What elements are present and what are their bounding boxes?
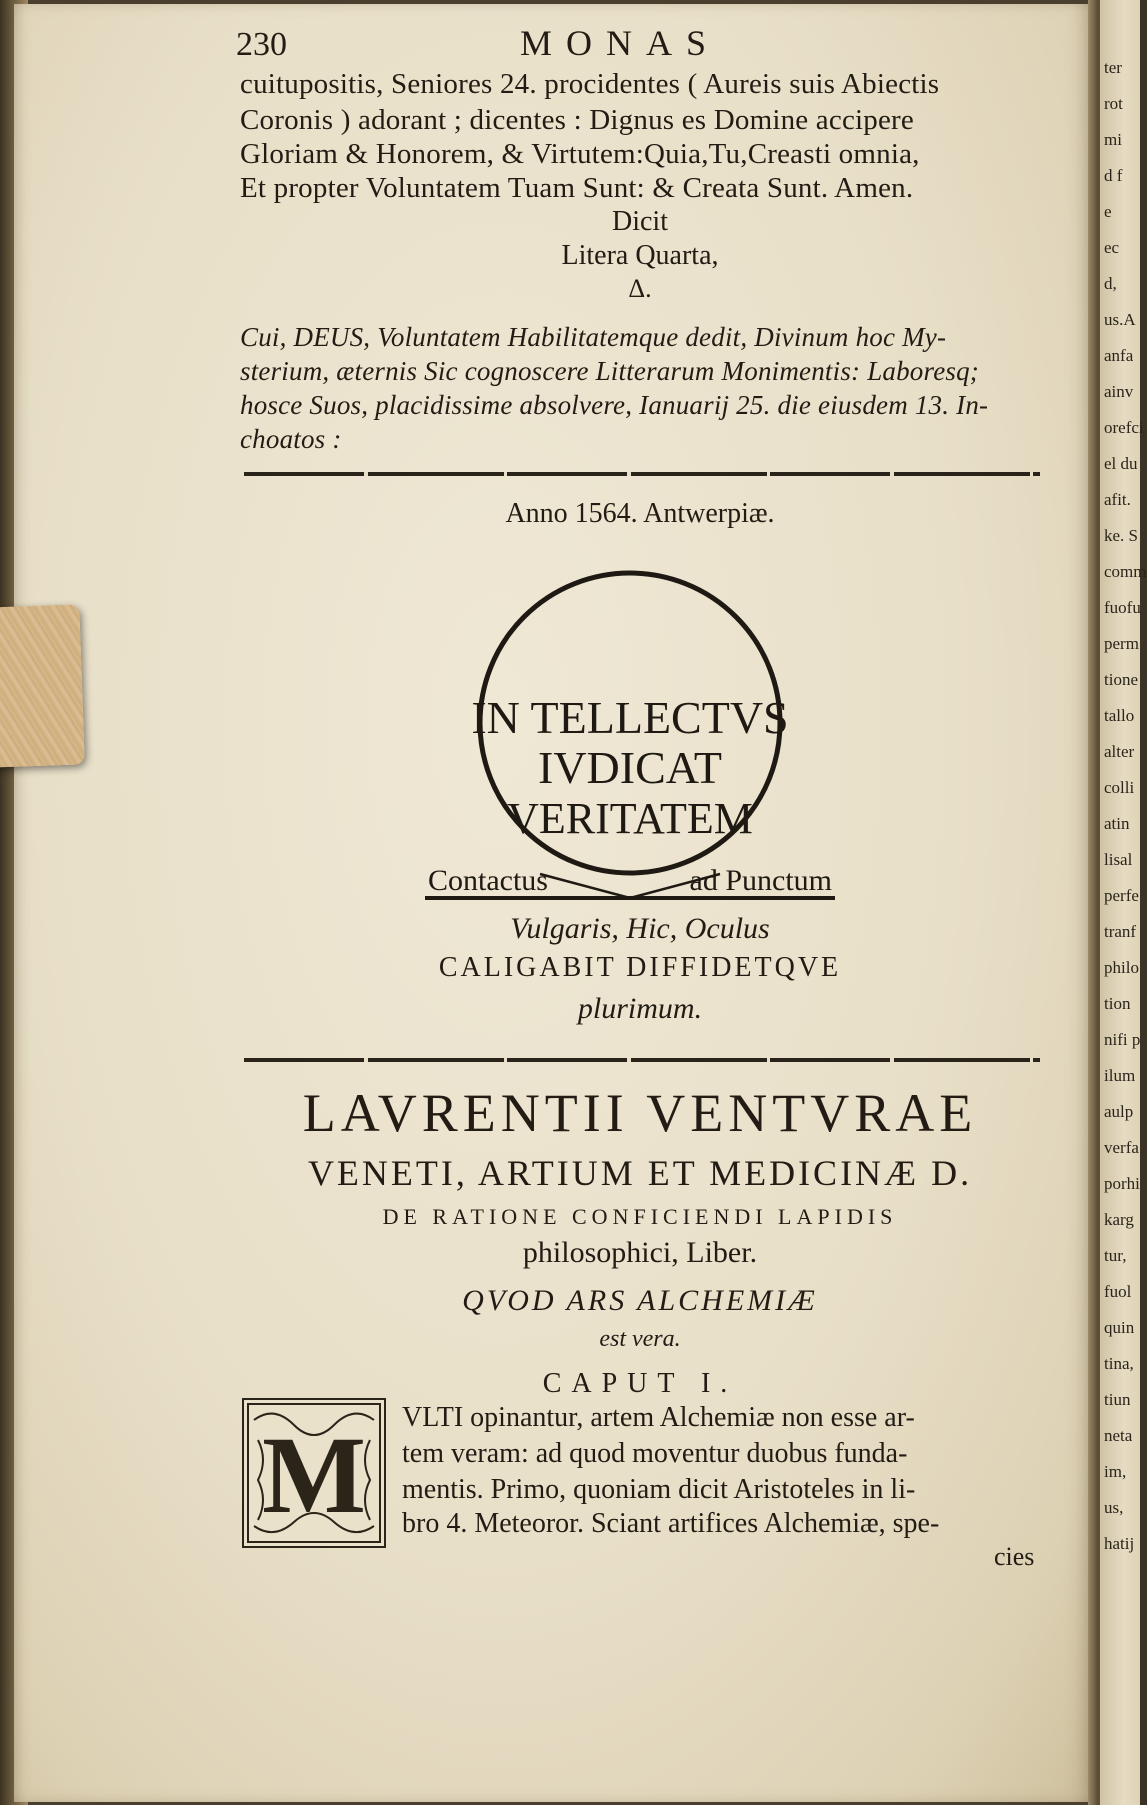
facing-page-fragment-33: tur, (1104, 1246, 1127, 1265)
emblem-tangent-left (540, 874, 630, 898)
decorated-initial (242, 1398, 386, 1548)
facing-page-fragment-26: tion (1104, 994, 1131, 1013)
chapter-line-2: tem veram: ad quod moventur duobus funda- (402, 1438, 908, 1469)
facing-page-fragment-23: perfe (1104, 886, 1139, 905)
italic-line-2: sterium, æternis Sic cognoscere Litterarum Monimentis: Laboresq; (240, 356, 979, 386)
facing-page-fragment (1100, 0, 1147, 1805)
emblem-line-1: IN TELLECTVS (471, 692, 789, 743)
facing-page-fragment-32: karg (1104, 1210, 1134, 1229)
facing-page-fragment-9: ainv (1104, 382, 1134, 401)
facing-page-fragment-12: afit. (1104, 490, 1131, 509)
facing-page-fragment-10: orefci (1104, 418, 1144, 437)
facing-page-fragment-0: ter (1104, 58, 1122, 77)
facing-page-fragment-13: ke. S (1104, 526, 1138, 545)
delta-line: Δ. (628, 274, 652, 303)
facing-page-fragment-31: porhi (1104, 1174, 1140, 1193)
facing-page-fragment-25: philo (1104, 958, 1139, 977)
facing-page-fragment-17: tione (1104, 670, 1138, 689)
facing-page-fragment-14: comm (1104, 562, 1147, 581)
facing-page-fragment-34: fuol (1104, 1282, 1132, 1301)
emblem-contact-left: Contactus (428, 864, 548, 897)
italic-line-1: Cui, DEUS, Voluntatem Habilitatemque dedit, Divinum hoc My- (240, 322, 947, 352)
litera-line: Litera Quarta, (561, 240, 719, 271)
section-title-line-4: philosophici, Liber. (522, 1236, 758, 1269)
facing-page-fragment-29: aulp (1104, 1102, 1134, 1121)
facing-page-fragment-21: atin (1104, 814, 1130, 833)
facing-page-fragment-15: fuofu (1104, 598, 1141, 617)
chapter-line-4: bro 4. Meteoror. Sciant artifices Alchemiæ, spe- (402, 1508, 940, 1539)
wooden-bookmark (0, 604, 85, 767)
facing-page-fragment-40: us, (1104, 1498, 1124, 1517)
section-title-line-1: LAVRENTII VENTVRAE (302, 1083, 978, 1143)
rule-upper (244, 472, 1040, 476)
facing-page-fragment-30: verfa (1104, 1138, 1139, 1157)
chapter-heading: CAPUT I. (542, 1368, 738, 1399)
facing-page-fragment-4: e (1104, 202, 1112, 221)
facing-page-fragment-16: perm (1104, 634, 1139, 653)
motto-line-3: plurimum. (577, 992, 703, 1025)
facing-page-fragment-8: anfa (1104, 346, 1134, 365)
emblem-seal (420, 568, 840, 908)
facing-page-fragment-39: im, (1104, 1462, 1127, 1481)
facing-page-fragment-27: nifi p (1104, 1030, 1141, 1049)
imprint-line: Anno 1564. Antwerpiæ. (505, 498, 775, 529)
section-title-line-2: VENETI, ARTIUM ET MEDICINÆ D. (307, 1153, 973, 1193)
motto-line-2: CALIGABIT DIFFIDETQVE (438, 952, 842, 983)
subtitle-line-2: est vera. (599, 1326, 681, 1352)
facing-page-fragment-5: ec (1104, 238, 1120, 257)
facing-page-fragment-37: tiun (1104, 1390, 1131, 1409)
initial-letter: M (262, 1414, 366, 1536)
facing-page-fragment-22: lisal (1104, 850, 1133, 869)
intro-line-2: Coronis ) adorant ; dicentes : Dignus es Domine accipere (240, 104, 914, 136)
motto-line-1: Vulgaris, Hic, Oculus (510, 912, 770, 945)
rule-lower (244, 1058, 1040, 1062)
emblem-contact-right: ad Punctum (689, 864, 832, 897)
chapter-line-1: VLTI opinantur, artem Alchemiæ non esse ar- (402, 1402, 915, 1433)
facing-page-fragment-11: el du (1104, 454, 1138, 473)
emblem-line-2: IVDICAT (538, 742, 722, 793)
facing-page-fragment-20: colli (1104, 778, 1135, 797)
section-title-line-3: DE RATIONE CONFICIENDI LAPIDIS (382, 1204, 898, 1229)
dicit-line: Dicit (612, 206, 668, 237)
italic-line-3: hosce Suos, placidissime absolvere, Ianuarij 25. die eiusdem 13. In- (240, 390, 989, 420)
facing-page-fragment-38: neta (1104, 1426, 1133, 1445)
catchword: cies (994, 1542, 1035, 1571)
initial-ornament (244, 1400, 384, 1546)
facing-page-fragment-28: ilum (1104, 1066, 1136, 1085)
facing-page-fragment-36: tina, (1104, 1354, 1134, 1373)
facing-page-fragment-2: mi (1104, 130, 1122, 149)
intro-line-4: Et propter Voluntatem Tuam Sunt: & Creata Sunt. Amen. (240, 172, 914, 204)
facing-page-fragment-1: rot (1104, 94, 1123, 113)
italic-line-4: choatos : (240, 424, 342, 454)
intro-line-3: Gloriam & Honorem, & Virtutem:Quia,Tu,Creasti omnia, (240, 138, 920, 170)
facing-page-fragment-35: quin (1104, 1318, 1135, 1337)
subtitle-line-1: QVOD ARS ALCHEMIÆ (462, 1284, 818, 1317)
running-head-title: MONAS (520, 23, 721, 63)
facing-page-fragment-19: alter (1104, 742, 1135, 761)
facing-page-fragment-6: d, (1104, 274, 1117, 293)
facing-page-fragment-3: d f (1104, 166, 1123, 185)
page-number: 230 (236, 26, 287, 63)
facing-page-fragment-7: us.A (1104, 310, 1136, 329)
chapter-line-3: mentis. Primo, quoniam dicit Aristoteles in li- (402, 1474, 916, 1505)
emblem-line-3: VERITATEM (507, 794, 753, 843)
intro-line-1: cuitupositis, Seniores 24. procidentes ( Aureis suis Abiectis (240, 68, 940, 100)
facing-page-fragment-24: tranf (1104, 922, 1137, 941)
facing-page-fragment-18: tallo (1104, 706, 1135, 725)
facing-page-fragment-41: hatij (1104, 1534, 1135, 1553)
